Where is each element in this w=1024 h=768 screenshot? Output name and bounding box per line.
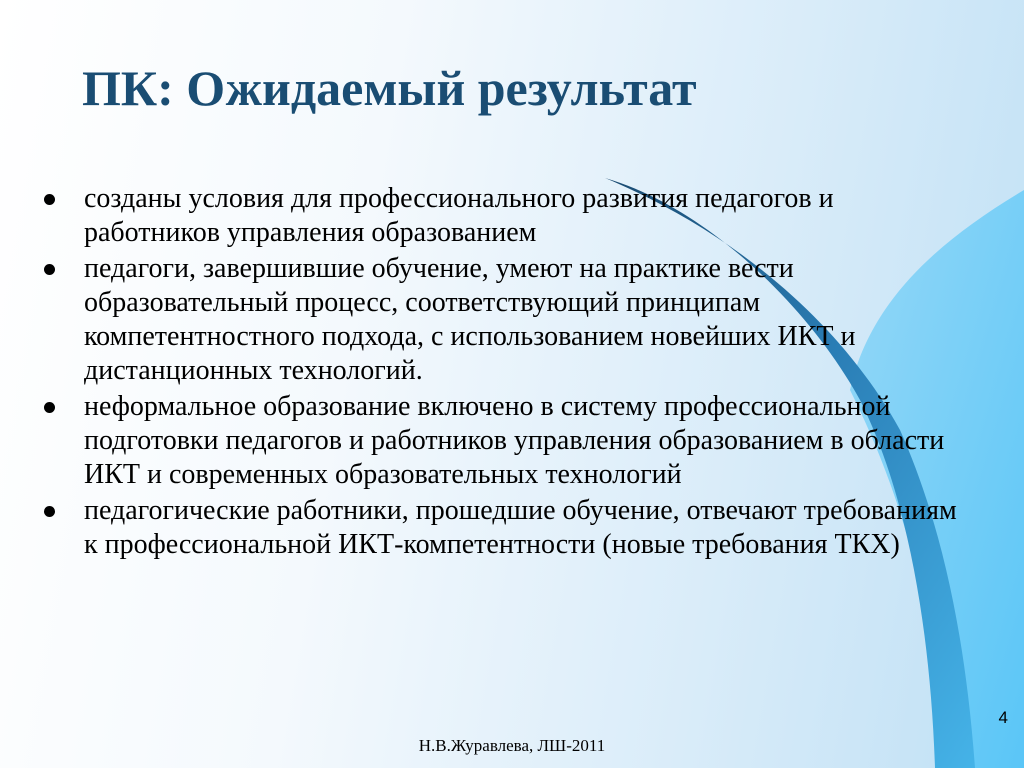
bullet-item-4 [40,494,960,562]
bullet-dot-icon [44,402,55,413]
bullet-list [40,182,960,564]
bullet-text-4: педагогические работники, прошедшие обучение, отвечают требованиям к профессиональной ИКТ-компетентности (новые требования ТКХ) [84,495,957,560]
slide-footer: Н.В.Журавлева, ЛШ-2011 [418,736,606,755]
bullet-item-1 [40,182,960,250]
bullet-text-3: неформальное образование включено в систему профессиональной подготовки педагогов и работников управления образованием в области ИКТ и современных образовательных технологий [84,391,945,490]
bullet-text-1: созданы условия для профессионального развития педагогов и работников управления образованием [84,183,834,248]
page-number: 4 [998,708,1008,727]
slide-title: ПК: Ожидаемый результат [82,60,697,116]
bullet-dot-icon [44,194,55,205]
bullet-dot-icon [44,506,55,517]
bullet-dot-icon [44,264,55,275]
bullet-text-2: педагоги, завершившие обучение, умеют на практике вести образовательный процесс, соответствующий принципам компетентностного подхода, с использованием новейших ИКТ и дистанционных технологий. [84,253,856,386]
bullet-item-2 [40,252,960,388]
bullet-item-3 [40,390,960,492]
